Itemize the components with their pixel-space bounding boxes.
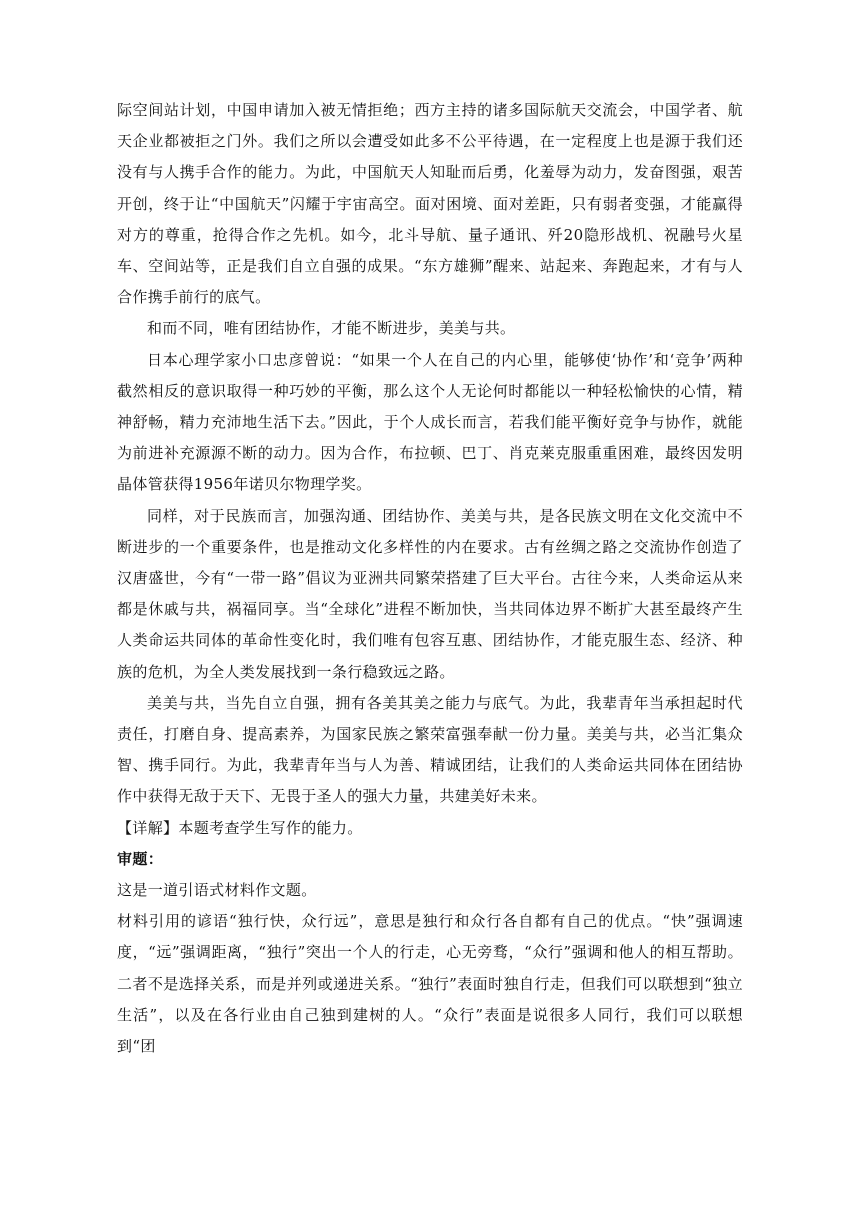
paragraph-question-type: 这是一道引语式材料作文题。	[117, 881, 317, 900]
section-label-review: 审题：	[117, 849, 164, 868]
paragraph-conclusion: 美美与共，当先自立自强，拥有各美其美之能力与底气。为此，我辈青年当承担起时代责任，打磨自身、提高素养，为国家民族之繁荣富强奉献一份力量。美美与共，必当汇集众智、携手同行。为此，我辈青年当与人为善、精诚团结，让我们的人类命运共同体在团结协作中获得无敌于天下、无畏于圣人的强大力量，共建美好未来。	[117, 693, 743, 806]
document-body	[117, 95, 743, 1062]
paragraph-nation-cooperation: 同样，对于民族而言，加强沟通、团结协作、美美与共，是各民族文明在文化交流中不断进步的一个重要条件，也是推动文化多样性的内在要求。古有丝绸之路之交流协作创造了汉唐盛世，今有“一带一路”倡议为亚洲共同繁荣搭建了巨大平台。古往今来，人类命运从来都是休戚与共，祸福同享。当“全球化”进程不断加快，当共同体边界不断扩大甚至最终产生人类命运共同体的革命性变化时，我们唯有包容互惠、团结协作，才能克服生态、经济、种族的危机，为全人类发展找到一条行稳致远之路。	[117, 506, 743, 681]
paragraph-individual-growth: 日本心理学家小口忠彦曾说：“如果一个人在自己的内心里，能够使‘协作’和‘竞争’两种截然相反的意识取得一种巧妙的平衡，那么这个人无论何时都能以一种轻松愉快的心情，精神舒畅，精力充沛地生活下去。”因此，于个人成长而言，若我们能平衡好竞争与协作，就能为前进补充源源不断的动力。因为合作，布拉顿、巴丁、肖克莱克服重重困难，最终因发明晶体管获得1956年诺贝尔物理学奖。	[117, 350, 743, 494]
paragraph-space-station: 际空间站计划，中国申请加入被无情拒绝；西方主持的诸多国际航天交流会，中国学者、航天企业都被拒之门外。我们之所以会遭受如此多不公平待遇，在一定程度上也是源于我们还没有与人携手合作的能力。为此，中国航天人知耻而后勇，化羞辱为动力，发奋图强，艰苦开创，终于让“中国航天”闪耀于宇宙高空。面对困境、面对差距，只有弱者变强，才能赢得对方的尊重，抢得合作之先机。如今，北斗导航、量子通讯、歼20隐形战机、祝融号火星车、空间站等，正是我们自立自强的成果。“东方雄狮”醒来、站起来、奔跑起来，才有与人合作携手前行的底气。	[117, 101, 743, 307]
paragraph-material-analysis: 材料引用的谚语“独行快，众行远”，意思是独行和众行各自都有自己的优点。“快”强调速度，“远”强调距离，“独行”突出一个人的行走，心无旁骛，“众行”强调和他人的相互帮助。二者不是选择关系，而是并列或递进关系。“独行”表面时独自行走，但我们可以联想到“独立生活”，以及在各行业由自己独到建树的人。“众行”表面是说很多人同行，我们可以联想到“团	[117, 912, 743, 1056]
explanation-heading: 【详解】本题考查学生写作的能力。	[117, 818, 363, 837]
paragraph-harmony-thesis: 和而不同，唯有团结协作，才能不断进步，美美与共。	[147, 319, 516, 338]
